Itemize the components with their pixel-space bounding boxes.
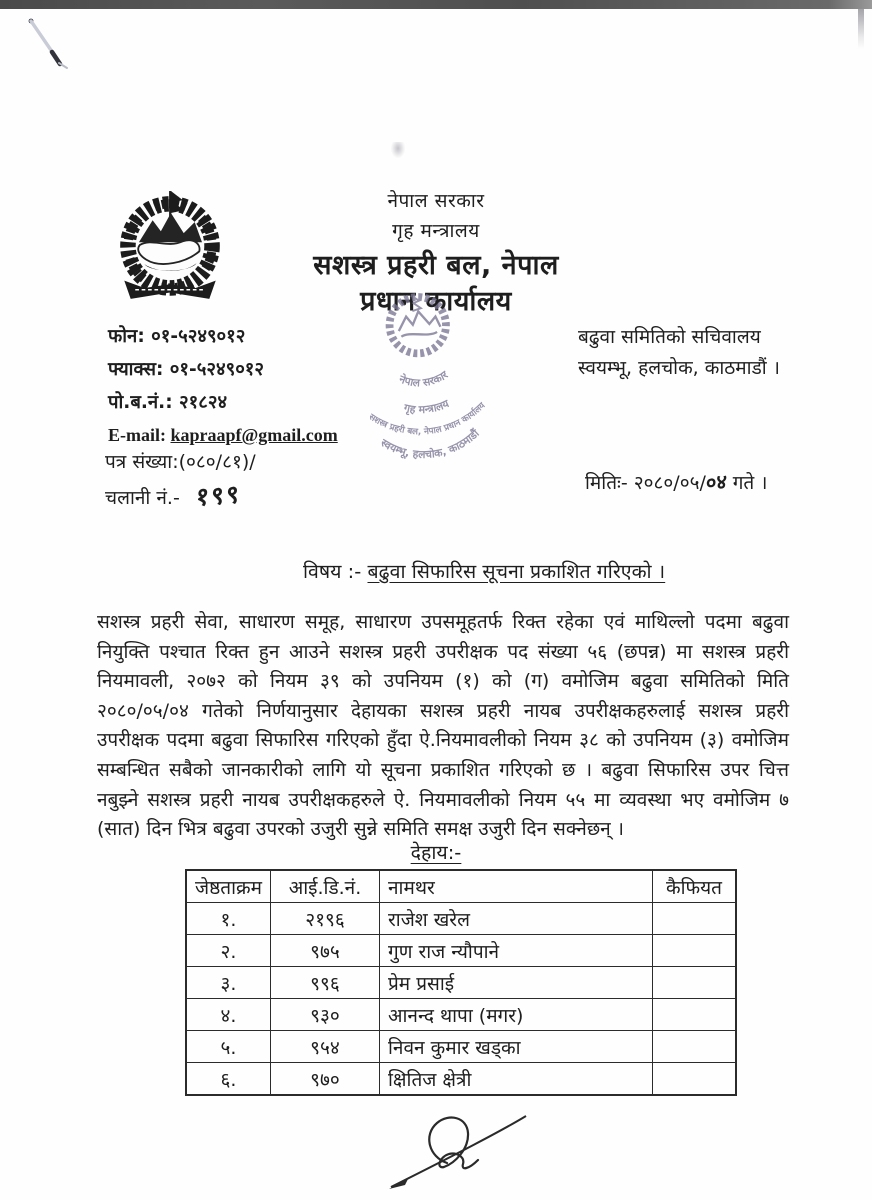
header-seniority: जेष्ठताक्रम bbox=[186, 870, 271, 903]
letterhead-organization: सशस्त्र प्रहरी बल, नेपाल bbox=[313, 250, 559, 281]
stamp-text-government: नेपाल सरकार bbox=[397, 368, 451, 390]
cell-remarks bbox=[653, 935, 737, 967]
svg-text:नेपाल सरकार bbox=[395, 367, 451, 392]
cell-remarks bbox=[653, 1031, 737, 1063]
cell-seniority: २. bbox=[186, 935, 271, 967]
stamp-text-address: स्वयम्भू, हलचोक, काठमाडौं bbox=[378, 426, 482, 462]
ink-smudge-artifact bbox=[391, 142, 405, 158]
cell-name: गुण राज न्यौपाने bbox=[380, 935, 653, 967]
svg-text:गृह मन्त्रालय bbox=[400, 396, 452, 418]
cell-name: आनन्द थापा (मगर) bbox=[380, 999, 653, 1031]
body-paragraph: सशस्त्र प्रहरी सेवा, साधारण समूह, साधारण उपसमूहतर्फ रिक्त रहेका एवं माथिल्लो पदमा बढुवा नियुक्ति पश्चात रिक्त हुन आउने सशस्त्र प्रहरी उपरीक्षक पद संख्या ५६ (छपन्न) मा सशस्त्र प्रहरी नियमावली, २०७२ को नियम ३९ को उपनियम (१) को (ग) वमोजिम बढुवा समितिको मिति २०८०/०५/०४ गतेको निर्णयानुसार देहायका सशस्त्र प्रहरी नायब उपरीक्षकहरुलाई सशस्त्र प्रहरी उपरीक्षक पदमा बढुवा सिफारिस गरिएको हुँदा ऐ.नियमावलीको नियम ३८ को उपनियम (३) वमोजिम सम्बन्धित सबैको जानकारीको लागि यो सूचना प्रकाशित गरिएको छ । बढुवा सिफारिस उपर चित्त नबुझ्ने सशस्त्र प्रहरी नायब उपरीक्षकहरुले ऐ. नियमावलीको नियम ५५ मा व्यवस्था भए वमोजिम ७ (सात) दिन भित्र बढुवा उपरको उजुरी सुन्ने समिति समक्ष उजुरी दिन सक्नेछन् । bbox=[97, 611, 789, 841]
cell-remarks bbox=[653, 1063, 737, 1096]
signature-mark bbox=[383, 1105, 533, 1200]
table-header-row bbox=[186, 870, 736, 903]
dispatch-label: चलानी नं.- bbox=[105, 487, 180, 509]
letterhead-ministry: गृह मन्त्रालय bbox=[392, 220, 480, 242]
date-suffix: गते । bbox=[732, 472, 768, 494]
cell-remarks bbox=[653, 999, 737, 1031]
cell-id: २१९६ bbox=[271, 903, 380, 935]
letter-number: पत्र संख्या:(०८०/८१)/ bbox=[105, 451, 256, 473]
promotion-table bbox=[185, 869, 737, 1096]
cell-name: क्षितिज क्षेत्री bbox=[380, 1063, 653, 1096]
phone-line: फोन: ०१-५२४९०१२ bbox=[108, 326, 246, 347]
secretariat-line1: बढुवा समितिको सचिवालय bbox=[578, 326, 761, 348]
subject-line bbox=[303, 557, 665, 584]
letterhead-office: प्रधान कार्यालय bbox=[360, 286, 512, 317]
cell-seniority: १. bbox=[186, 903, 271, 935]
letterhead-government: नेपाल सरकार bbox=[387, 190, 485, 212]
office-stamp bbox=[307, 269, 540, 480]
cell-id: ९७५ bbox=[271, 935, 380, 967]
cell-remarks bbox=[653, 903, 737, 935]
subject-text: बढुवा सिफारिस सूचना प्रकाशित गरिएको । bbox=[367, 560, 666, 583]
cell-id: ९५४ bbox=[271, 1031, 380, 1063]
cell-id: ९९६ bbox=[271, 967, 380, 999]
email-label: E-mail: bbox=[108, 425, 166, 445]
contact-block bbox=[108, 320, 338, 452]
table-row bbox=[186, 935, 736, 967]
cell-seniority: ४. bbox=[186, 999, 271, 1031]
table-row bbox=[186, 1031, 736, 1063]
header-id-number: आई.डि.नं. bbox=[271, 870, 380, 903]
header-remarks: कैफियत bbox=[653, 870, 737, 903]
date-prefix: मितिः- २०८०/०५/ bbox=[585, 472, 706, 494]
subject-label: विषय :- bbox=[303, 560, 362, 583]
cell-id: ९७० bbox=[271, 1063, 380, 1096]
cell-seniority: ३. bbox=[186, 967, 271, 999]
pen-scribble-artifact bbox=[22, 14, 72, 74]
stamp-text-organization: सशस्त्र प्रहरी बल, नेपाल प्रधान कार्यालय bbox=[366, 400, 488, 438]
table-row bbox=[186, 999, 736, 1031]
table-row bbox=[186, 903, 736, 935]
date-line bbox=[585, 468, 768, 495]
secretariat-block bbox=[578, 322, 780, 384]
dispatch-number-line bbox=[105, 478, 241, 512]
table-caption: देहाय:- bbox=[410, 841, 462, 864]
cell-name: प्रेम प्रसाई bbox=[380, 967, 653, 999]
header-name: नामथर bbox=[380, 870, 653, 903]
scan-edge-artifact bbox=[0, 0, 872, 9]
stamp-text-ministry: गृह मन्त्रालय bbox=[402, 396, 451, 417]
cell-id: ९३० bbox=[271, 999, 380, 1031]
table-row bbox=[186, 1063, 736, 1096]
secretariat-line2: स्वयम्भू, हलचोक, काठमाडौं । bbox=[578, 357, 780, 379]
cell-remarks bbox=[653, 967, 737, 999]
email-address: kapraapf@gmail.com bbox=[170, 425, 338, 445]
dispatch-number-handwritten: १९९ bbox=[194, 479, 242, 512]
cell-name: राजेश खरेल bbox=[380, 903, 653, 935]
po-box-line: पो.ब.नं.: २१८२४ bbox=[108, 392, 228, 413]
cell-name: निवन कुमार खड्का bbox=[380, 1031, 653, 1063]
cell-seniority: ६. bbox=[186, 1063, 271, 1096]
scan-corner-artifact bbox=[858, 9, 864, 49]
date-day-handwritten: ०४ bbox=[705, 469, 728, 495]
fax-line: फ्याक्स: ०१-५२४९०१२ bbox=[108, 359, 265, 380]
cell-seniority: ५. bbox=[186, 1031, 271, 1063]
table-row bbox=[186, 967, 736, 999]
